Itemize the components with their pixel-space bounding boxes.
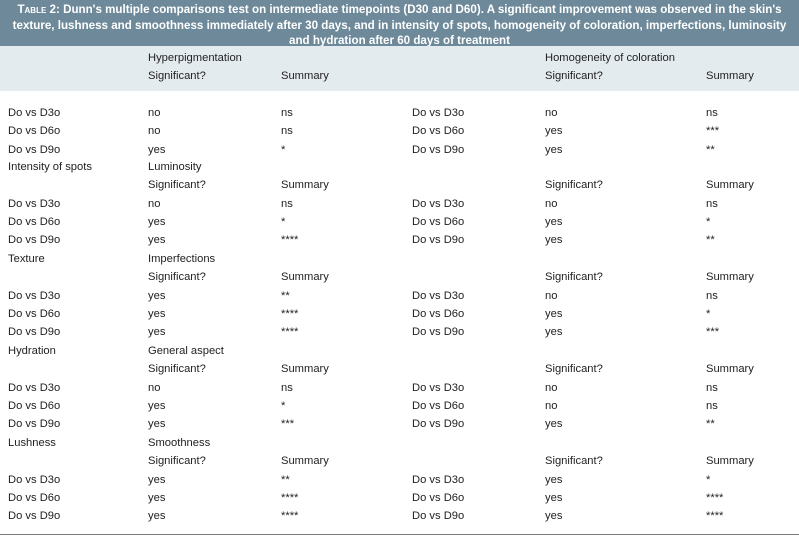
comparison-label: Do vs D6o <box>8 125 61 138</box>
significant-value: yes <box>545 510 563 523</box>
comparison-label: Do vs D9o <box>8 234 61 247</box>
comparison-label: Do vs D9o <box>412 143 465 156</box>
significant-value: yes <box>545 215 563 228</box>
significant-value: yes <box>148 307 166 320</box>
summary-value: **** <box>706 510 724 523</box>
comparison-label: Do vs D9o <box>412 418 465 431</box>
category-label: Intensity of spots <box>8 161 92 173</box>
summary-value: *** <box>706 326 720 339</box>
summary-value: **** <box>281 510 299 523</box>
header-right-significant: Significant? <box>545 70 603 82</box>
summary-header: Summary <box>281 363 329 376</box>
summary-value: ** <box>706 143 715 156</box>
significant-header: Significant? <box>545 455 603 468</box>
summary-value: ** <box>706 234 715 247</box>
significant-value: yes <box>545 234 563 247</box>
summary-value: **** <box>281 326 299 339</box>
significant-value: no <box>148 197 161 210</box>
summary-value: ns <box>281 107 293 119</box>
comparison-label: Do vs D9o <box>8 418 61 431</box>
comparison-label: Do vs D6o <box>412 125 465 138</box>
category-label: Lushness <box>8 437 56 449</box>
summary-value: *** <box>706 125 720 138</box>
significant-value: no <box>545 289 558 302</box>
summary-header: Summary <box>281 271 329 284</box>
comparison-label: Do vs D6o <box>412 215 465 228</box>
significant-value: yes <box>545 418 563 431</box>
summary-value: * <box>706 215 711 228</box>
caption-text: Dunn's multiple comparisons test on intermediate timepoints (D30 and D60). A significant improvement was observed in the skin's texture, lushness and smoothness immediately after 30 days, and in intensity of spots, homogeneity of coloration, imperfections, luminosity and hydration after 60 days of treatment <box>12 3 787 46</box>
comparison-label: Do vs D6o <box>412 491 465 504</box>
summary-value: * <box>281 215 286 228</box>
category-title: Smoothness <box>148 437 211 449</box>
significant-value: yes <box>148 289 166 302</box>
significant-value: yes <box>148 215 166 228</box>
comparison-label: Do vs D3o <box>412 197 465 210</box>
significant-header: Significant? <box>148 363 206 376</box>
category-title: Luminosity <box>148 161 202 173</box>
comparison-label: Do vs D9o <box>412 510 465 523</box>
significant-value: no <box>148 107 161 119</box>
caption-label: Table 2: <box>17 3 60 16</box>
summary-value: ns <box>706 399 718 412</box>
significant-value: yes <box>545 473 563 486</box>
significant-value: yes <box>148 473 166 486</box>
significant-value: no <box>545 399 558 412</box>
header-homogeneity: Homogeneity of coloration <box>545 52 675 64</box>
significant-value: yes <box>148 418 166 431</box>
significant-value: yes <box>148 399 166 412</box>
summary-header: Summary <box>706 455 754 468</box>
significant-value: yes <box>148 510 166 523</box>
summary-header: Summary <box>706 271 754 284</box>
header-right-summary: Summary <box>706 70 754 82</box>
significant-value: yes <box>148 143 166 156</box>
summary-value: **** <box>281 491 299 504</box>
significant-header: Significant? <box>545 271 603 284</box>
header-left-significant: Significant? <box>148 70 206 82</box>
summary-header: Summary <box>706 179 754 192</box>
summary-header: Summary <box>281 455 329 468</box>
summary-value: ns <box>706 107 718 119</box>
significant-value: no <box>545 197 558 210</box>
significant-value: yes <box>545 326 563 339</box>
comparison-label: Do vs D9o <box>412 326 465 339</box>
comparison-label: Do vs D3o <box>8 381 61 394</box>
significant-value: yes <box>545 143 563 156</box>
comparison-label: Do vs D3o <box>412 107 465 119</box>
comparison-label: Do vs D3o <box>8 197 61 210</box>
bottom-rule <box>0 534 799 535</box>
summary-value: ** <box>281 473 290 486</box>
table-caption <box>0 0 799 46</box>
comparison-label: Do vs D6o <box>8 399 61 412</box>
summary-value: ns <box>281 197 293 210</box>
significant-value: yes <box>148 491 166 504</box>
comparison-label: Do vs D6o <box>8 491 61 504</box>
summary-value: * <box>706 473 711 486</box>
significant-header: Significant? <box>148 455 206 468</box>
significant-header: Significant? <box>545 179 603 192</box>
comparison-label: Do vs D3o <box>8 473 61 486</box>
significant-value: yes <box>545 491 563 504</box>
significant-value: no <box>545 107 558 119</box>
significant-value: yes <box>148 326 166 339</box>
summary-value: ns <box>706 197 718 210</box>
significant-header: Significant? <box>148 271 206 284</box>
summary-value: ** <box>281 289 290 302</box>
header-left-summary: Summary <box>281 70 329 82</box>
significant-value: no <box>545 381 558 394</box>
comparison-label: Do vs D6o <box>8 307 61 320</box>
summary-value: *** <box>281 418 295 431</box>
summary-value: **** <box>281 234 299 247</box>
comparison-label: Do vs D6o <box>412 399 465 412</box>
comparison-label: Do vs D3o <box>8 107 61 119</box>
summary-value: * <box>706 307 711 320</box>
header-hyperpigmentation: Hyperpigmentation <box>148 52 242 64</box>
significant-value: yes <box>545 307 563 320</box>
comparison-label: Do vs D6o <box>412 307 465 320</box>
summary-header: Summary <box>281 179 329 192</box>
significant-value: no <box>148 125 161 138</box>
significant-value: yes <box>545 125 563 138</box>
summary-value: ns <box>706 289 718 302</box>
category-label: Hydration <box>8 345 56 357</box>
summary-value: ns <box>281 125 293 138</box>
significant-header: Significant? <box>148 179 206 192</box>
comparison-label: Do vs D9o <box>8 143 61 156</box>
category-label: Texture <box>8 253 45 265</box>
summary-value: ns <box>706 381 718 394</box>
comparison-label: Do vs D3o <box>412 289 465 302</box>
significant-header: Significant? <box>545 363 603 376</box>
category-title: Imperfections <box>148 253 216 265</box>
significant-value: yes <box>148 234 166 247</box>
summary-value: **** <box>281 307 299 320</box>
summary-value: * <box>281 399 286 412</box>
summary-value: ** <box>706 418 715 431</box>
comparison-label: Do vs D3o <box>412 381 465 394</box>
category-title: General aspect <box>148 345 224 357</box>
summary-value: **** <box>706 491 724 504</box>
summary-header: Summary <box>706 363 754 376</box>
summary-value: ns <box>281 381 293 394</box>
summary-value: * <box>281 143 286 156</box>
comparison-label: Do vs D9o <box>8 510 61 523</box>
header-band <box>0 46 799 91</box>
comparison-label: Do vs D9o <box>8 326 61 339</box>
comparison-label: Do vs D6o <box>8 215 61 228</box>
comparison-label: Do vs D3o <box>412 473 465 486</box>
comparison-label: Do vs D9o <box>412 234 465 247</box>
comparison-label: Do vs D3o <box>8 289 61 302</box>
significant-value: no <box>148 381 161 394</box>
